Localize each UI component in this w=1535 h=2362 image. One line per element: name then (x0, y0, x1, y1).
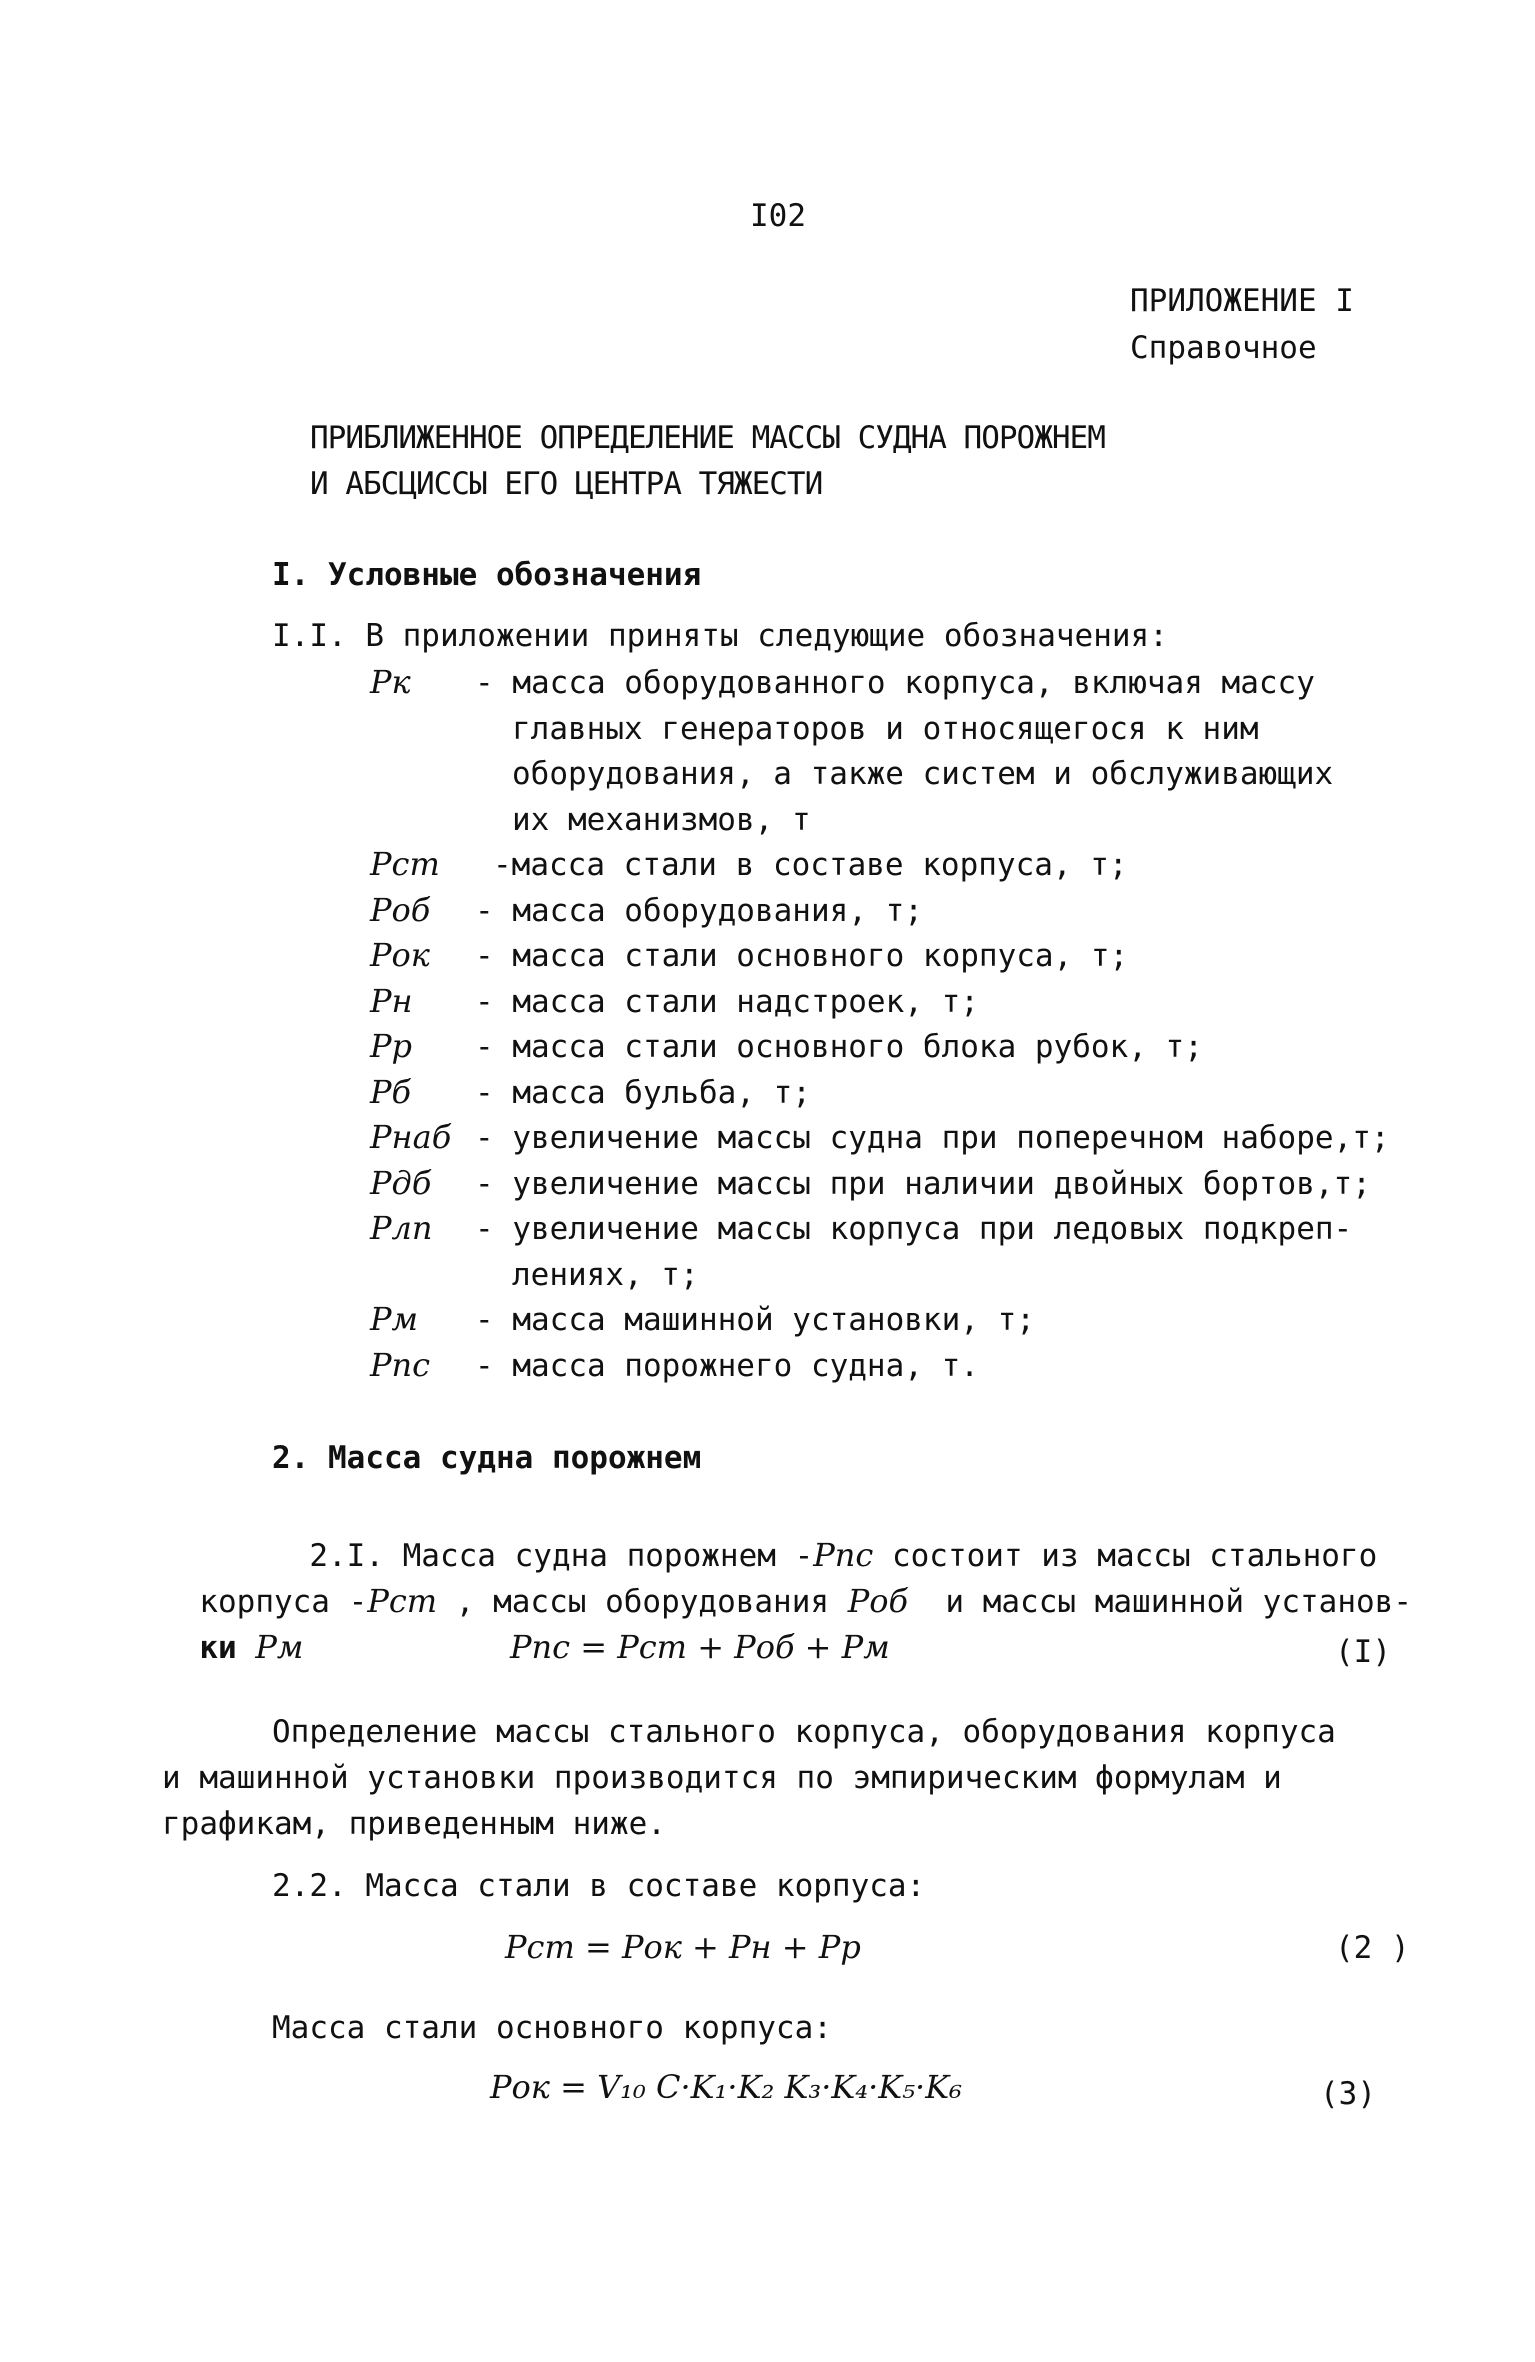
formula-1-number: (I) (1335, 1634, 1391, 1670)
para-2-1-text-d: , массы оборудования (455, 1584, 830, 1620)
definition-text: - масса порожнего судна, т. (475, 1347, 979, 1384)
symbol-pob: Pоб (847, 1582, 909, 1620)
formula-3-number: (3) (1320, 2076, 1376, 2112)
para-2-1-line3 (162, 1592, 303, 1666)
definition-text: оборудования, а также систем и обслуживающих (512, 756, 1334, 792)
definition-symbol: Pр (370, 1027, 413, 1065)
para-2-1-text-f: ки (199, 1630, 237, 1666)
definition-symbol: Pок (370, 936, 430, 974)
definition-symbol: Pк (370, 663, 411, 701)
para-2-1-text-a: 2.I. Масса судна порожнем - (309, 1538, 814, 1574)
definition-text: - масса оборудованного корпуса, включая массу (475, 665, 1315, 701)
definition-text: - масса стали основного корпуса, т; (475, 938, 1129, 974)
page-number: I02 (750, 198, 806, 234)
section2-heading: 2. Масса судна порожнем (272, 1440, 702, 1476)
definition-symbol: Pнаб (370, 1118, 452, 1156)
symbol-pm: Pм (255, 1628, 304, 1666)
symbol-pst: Pст (367, 1582, 438, 1620)
para-2-1-line2 (162, 1546, 1412, 1620)
definition-text: - увеличение массы судна при поперечном наборе,т; (475, 1120, 1390, 1156)
formula-3: Pок = V₁₀ C·K₁·K₂ K₃·K₄·K₅·K₆ (490, 2068, 962, 2106)
para-2-1-text-e: и массы машинной установ- (945, 1584, 1412, 1620)
method-paragraph-line3: графикам, приведенным ниже. (162, 1806, 666, 1842)
definition-symbol: Pм (370, 1300, 419, 1338)
definition-text: - масса машинной установки, т; (475, 1302, 1035, 1338)
para-2-1-text-c: корпуса - (199, 1584, 368, 1620)
section1-heading: I. Условные обозначения (272, 557, 702, 593)
method-paragraph-line2: и машинной установки производится по эмпирическим формулам и (162, 1760, 1282, 1796)
section1-intro: I.I. В приложении приняты следующие обозначения: (272, 618, 1168, 654)
definition-symbol: Pлп (370, 1209, 433, 1247)
para-2-2: 2.2. Масса стали в составе корпуса: (272, 1868, 926, 1904)
definition-text: главных генераторов и относящегося к ним (512, 710, 1259, 747)
definition-symbol: Pб (370, 1072, 412, 1111)
para-ok: Масса стали основного корпуса: (272, 2010, 832, 2046)
para-2-1-text-b: состоит из массы стального (891, 1538, 1378, 1574)
definition-text: -масса стали в составе корпуса, т; (493, 847, 1128, 883)
method-paragraph-line1: Определение массы стального корпуса, оборудования корпуса (272, 1714, 1336, 1750)
symbol-pps: Pпс (813, 1536, 874, 1574)
document-title-line2: И АБСЦИССЫ ЕГО ЦЕНТРА ТЯЖЕСТИ (310, 466, 823, 502)
definition-symbol: Pоб (370, 890, 431, 929)
definition-symbol: Pн (370, 981, 413, 1020)
appendix-type: Справочное (1130, 330, 1317, 366)
definition-text: - масса бульба, т; (475, 1074, 811, 1111)
definition-text: - масса стали надстроек, т; (475, 983, 979, 1020)
definition-symbol: Pдб (370, 1163, 432, 1202)
definition-text: - увеличение массы при наличии двойных бортов,т; (475, 1165, 1371, 1202)
formula-2-number: (2 ) (1335, 1930, 1410, 1966)
definition-text: - увеличение массы корпуса при ледовых подкреп- (475, 1211, 1353, 1247)
appendix-label: ПРИЛОЖЕНИЕ I (1130, 283, 1354, 319)
document-title-line1: ПРИБЛИЖЕННОЕ ОПРЕДЕЛЕНИЕ МАССЫ СУДНА ПОРОЖНЕМ (310, 420, 1105, 456)
definition-text: лениях, т; (512, 1256, 699, 1293)
definition-symbol: Pпс (370, 1345, 431, 1384)
definition-text: - масса стали основного блока рубок, т; (475, 1029, 1203, 1065)
formula-2: Pст = Pок + Pн + Pр (505, 1928, 861, 1966)
definition-symbol: Pст (370, 845, 440, 883)
formula-1: Pпс = Pст + Pоб + Pм (510, 1628, 890, 1666)
definition-text: их механизмов, т (512, 801, 811, 838)
definition-text: - масса оборудования, т; (475, 892, 923, 929)
